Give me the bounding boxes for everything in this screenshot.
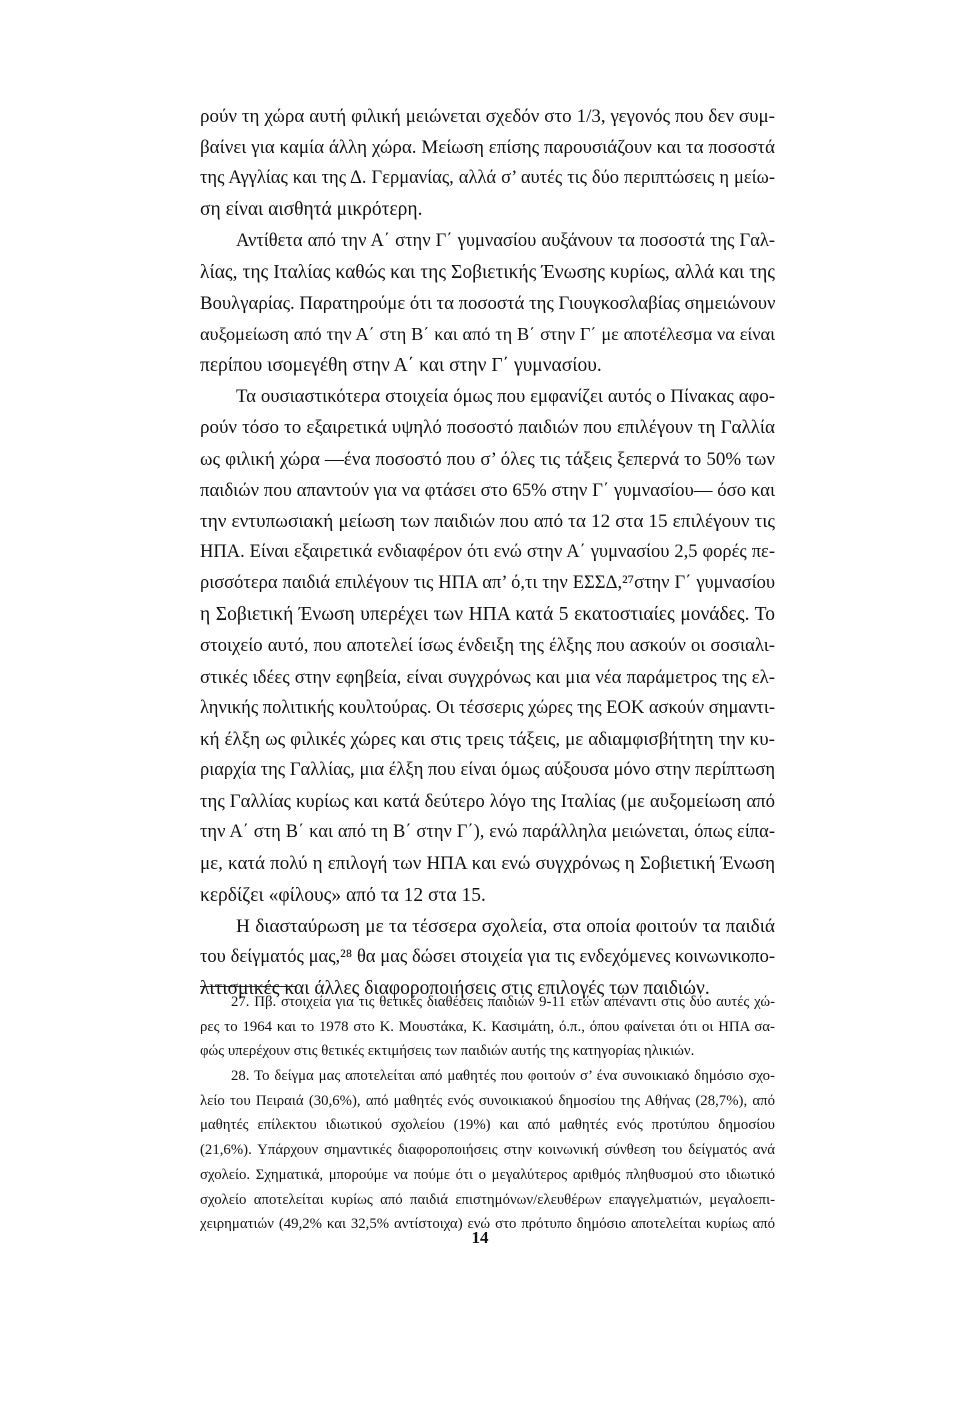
text-line: ρούν τόσο το εξαιρετικά υψηλό ποσοστό παιδιών που επιλέγουν τη Γαλλία (200, 417, 775, 439)
page-number: 14 (471, 1228, 489, 1247)
footnote-line: σχολείο. Σχηματικά, μπορούμε να πούμε ότι ο μεγαλύτερος αριθμός πληθυσμού στο ιδιωτικό (200, 1166, 775, 1183)
text-line: λίας, της Ιταλίας καθώς και της Σοβιετικής Ένωσης κυρίως, αλλά και της (200, 261, 775, 283)
footnote-divider (200, 986, 296, 987)
text-line: Η διασταύρωση με τα τέσσερα σχολεία, στα οποία φοιτούν τα παιδιά (236, 915, 775, 937)
text-line: της Γαλλίας κυρίως και κατά δεύτερο λόγο της Ιταλίας (με αυξομείωση από (200, 791, 775, 813)
text-line: κερδίζει «φίλους» από τα 12 στα 15. (200, 884, 486, 906)
text-line: ριαρχία της Γαλλίας, μια έλξη που είναι όμως αύξουσα μόνο στην περίπτωση (200, 759, 775, 780)
footnote-line: 28. Το δείγμα μας αποτελείται από μαθητές που φοιτούν σ’ ένα συνοικιακό δημόσιο σχο- (231, 1068, 775, 1085)
footnote-line: μαθητές επίλεκτου ιδιωτικού σχολείου (19%) και από μαθητές ενός προτύπου δημοσίου (200, 1117, 775, 1134)
text-line: ση είναι αισθητά μικρότερη. (200, 199, 423, 221)
text-line: λιτισμικές και άλλες διαφοροποιήσεις στις επιλογές των παιδιών. (200, 977, 710, 999)
text-line: κή έλξη ως φιλικές χώρες και στις τρεις τάξεις, με αδιαμφισβήτητη την κυ- (200, 728, 775, 750)
footnote-line: (21,6%). Υπάρχουν σημαντικές διαφοροποιήσεις στην κοινωνική σύνθεση του δείγματός ανά (200, 1142, 775, 1159)
text-line: του δείγματός μας,²⁸ θα μας δώσει στοιχεία για τις ενδεχόμενες κοινωνικοπο- (200, 946, 775, 967)
text-line: ληνικής πολιτικής κουλτούρας. Οι τέσσερις χώρες της ΕΟΚ ασκούν σημαντι- (200, 697, 775, 718)
text-line: περίπου ισομεγέθη στην Α΄ και στην Γ΄ γυμνασίου. (200, 355, 602, 377)
text-line: ρούν τη χώρα αυτή φιλική μειώνεται σχεδόν στο 1/3, γεγονός που δεν συμ- (200, 106, 775, 127)
text-line: στικές ιδέες στην εφηβεία, είναι συγχρόνως και μια νέα παράμετρος της ελ- (200, 666, 775, 688)
text-line: στοιχείο αυτό, που αποτελεί ίσως ένδειξη της έλξης που ασκούν οι σοσιαλι- (200, 635, 775, 657)
text-line: ως φιλική χώρα —ένα ποσοστό που σ’ όλες τις τάξεις ξεπερνά το 50% των (200, 448, 775, 470)
text-line: βαίνει για καμία άλλη χώρα. Μείωση επίσης παρουσιάζουν και τα ποσοστά (200, 137, 775, 159)
footnote-line: χειρηματιών (49,2% και 32,5% αντίστοιχα) ενώ στο πρότυπο δημόσιο αποτελείται κυρίως από (200, 1216, 775, 1233)
main-text (200, 101, 775, 1004)
footnote-line: φώς υπερέχουν στις θετικές εκτιμήσεις των παιδιών αυτής της κατηγορίας ηλικιών. (200, 1043, 695, 1060)
text-line: Τα ουσιαστικότερα στοιχεία όμως που εμφανίζει αυτός ο Πίνακας αφο- (236, 386, 775, 408)
text-line: της Αγγλίας και της Δ. Γερμανίας, αλλά σ’ αυτές τις δύο περιπτώσεις η μείω- (200, 168, 775, 189)
text-line: ΗΠΑ. Είναι εξαιρετικά ενδιαφέρον ότι ενώ στην Α΄ γυμνασίου 2,5 φορές πε- (200, 541, 775, 562)
text-line: με, κατά πολύ η επιλογή των ΗΠΑ και ενώ συγχρόνως η Σοβιετική Ένωση (200, 853, 775, 875)
text-line: αυξομείωση από την Α΄ στη Β΄ και από τη Β΄ στην Γ΄ με αποτέλεσμα να είναι (200, 323, 775, 344)
footnote-line: ρες το 1964 και το 1978 στο Κ. Μουστάκα, Κ. Κασιμάτη, ό.π., όπου φαίνεται ότι οι ΗΠΑ σα- (200, 1018, 775, 1035)
footnote-line: λείο του Πειραιά (30,6%), από μαθητές ενός συνοικιακού δημοσίου της Αθήνας (28,7%), από (200, 1092, 775, 1109)
footnote-line: 27. Πβ. στοιχεία για τις θετικές διαθέσεις παιδιών 9-11 ετών απέναντι στις δύο αυτές χώ- (231, 994, 775, 1010)
text-line: την Α΄ στη Β΄ και από τη Β΄ στην Γ΄), ενώ παράλληλα μειώνεται, όπως είπα- (200, 822, 775, 843)
text-line: ρισσότερα παιδιά επιλέγουν τις ΗΠΑ απ’ ό,τι την ΕΣΣΔ,²⁷στην Γ΄ γυμνασίου (200, 573, 775, 594)
text-line: παιδιών που απαντούν για να φτάσει στο 65% στην Γ΄ γυμνασίου— όσο και (200, 479, 775, 501)
text-line: την εντυπωσιακή μείωση των παιδιών που από τα 12 στα 15 επιλέγουν τις (200, 510, 775, 532)
footnotes (200, 990, 775, 1237)
footnote-line: σχολείο αποτελείται κυρίως από παιδιά επιστημόνων/ελευθέρων επαγγελματιών, μεγαλοεπι- (200, 1191, 775, 1208)
text-line: η Σοβιετική Ένωση υπερέχει των ΗΠΑ κατά 5 εκατοστιαίες μονάδες. Το (200, 604, 775, 626)
text-line: Βουλγαρίας. Παρατηρούμε ότι τα ποσοστά της Γιουγκοσλαβίας σημειώνουν (200, 292, 776, 314)
text-line: Αντίθετα από την Α΄ στην Γ΄ γυμνασίου αυξάνουν τα ποσοστά της Γαλ- (236, 230, 775, 251)
